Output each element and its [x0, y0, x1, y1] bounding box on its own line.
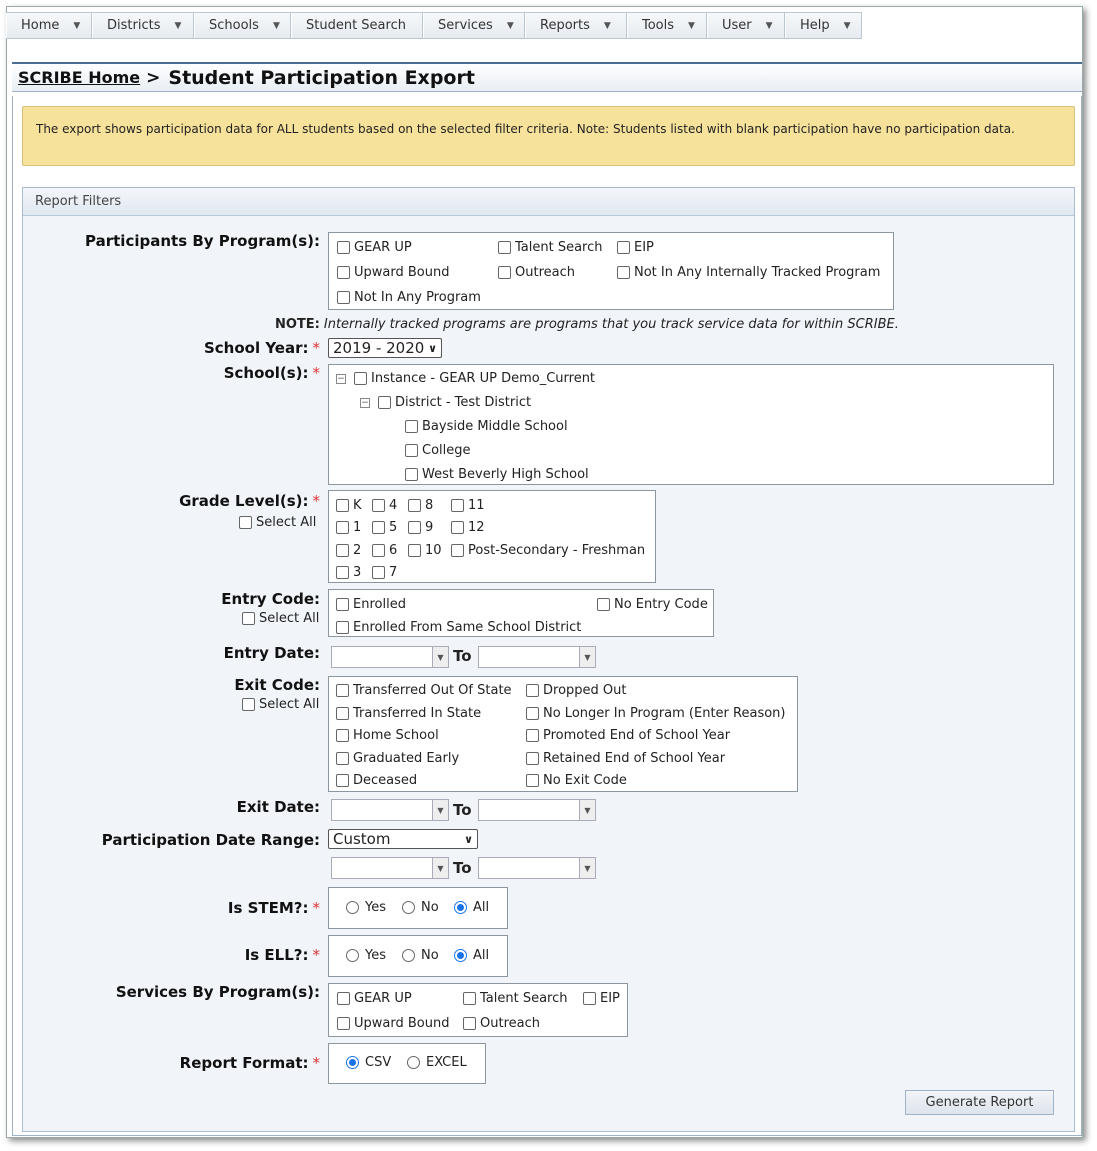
checkbox[interactable]	[405, 444, 418, 457]
breadcrumb-separator: >	[146, 67, 161, 88]
exit-home-school[interactable]: Home School	[336, 728, 439, 743]
checkbox[interactable]	[337, 241, 350, 254]
participants-talent-search[interactable]: Talent Search	[498, 240, 603, 255]
tracked-programs-note: NOTE: Internally tracked programs are programs that you track service data for within SCRIBE.	[275, 317, 899, 332]
exit-code-label: Exit Code:	[234, 676, 320, 694]
checkbox[interactable]	[526, 684, 539, 697]
grade-label: Grade Level(s): *	[179, 492, 320, 510]
page-title: Student Participation Export	[168, 66, 475, 89]
checkbox[interactable]	[239, 516, 252, 529]
tree-instance[interactable]: − Instance - GEAR UP Demo_Current	[337, 371, 596, 386]
stem-yes[interactable]: Yes	[346, 900, 386, 915]
checkbox[interactable]	[336, 544, 349, 557]
radio-selected[interactable]	[346, 1056, 359, 1069]
participants-not-internally-tracked[interactable]: Not In Any Internally Tracked Program	[617, 265, 880, 280]
nav-districts[interactable]: Districts ▼	[92, 13, 194, 38]
checkbox[interactable]	[337, 266, 350, 279]
nav-home[interactable]: Home ▼	[6, 13, 92, 38]
entry-date-to[interactable]	[478, 646, 596, 668]
radio-selected[interactable]	[454, 949, 467, 962]
grade-11[interactable]: 11	[451, 498, 485, 513]
chevron-down-icon: ▼	[73, 20, 81, 31]
tree-school-west-beverly[interactable]: West Beverly High School	[405, 467, 589, 482]
exit-retained[interactable]: Retained End of School Year	[526, 751, 725, 766]
breadcrumb-home-link[interactable]: SCRIBE Home	[18, 68, 141, 87]
radio-selected[interactable]	[454, 901, 467, 914]
checkbox[interactable]	[336, 752, 349, 765]
participation-range-select[interactable]: Custom ∨	[328, 829, 478, 849]
radio[interactable]	[407, 1056, 420, 1069]
chevron-down-icon: ▼	[174, 20, 182, 31]
entry-date-to-label: To	[453, 647, 472, 665]
checkbox[interactable]	[336, 729, 349, 742]
checkbox[interactable]	[408, 521, 421, 534]
participants-outreach[interactable]: Outreach	[498, 265, 575, 280]
checkbox[interactable]	[372, 544, 385, 557]
calendar-dropdown-icon[interactable]: ▼	[579, 858, 595, 878]
entry-date-from[interactable]	[331, 646, 449, 668]
grade-post-secondary[interactable]: Post-Secondary - Freshman	[451, 543, 645, 558]
radio[interactable]	[402, 901, 415, 914]
checkbox[interactable]	[336, 598, 349, 611]
checkbox[interactable]	[337, 291, 350, 304]
chevron-down-icon: ▼	[843, 20, 851, 31]
school-year-select[interactable]: 2019 - 2020 ∨	[328, 338, 442, 358]
chevron-down-icon: ▼	[688, 20, 695, 31]
checkbox[interactable]	[526, 752, 539, 765]
checkbox[interactable]	[583, 992, 596, 1005]
exit-transferred-in-state[interactable]: Transferred In State	[336, 706, 481, 721]
grade-6[interactable]: 6	[372, 543, 397, 558]
ell-all[interactable]: All	[454, 948, 489, 963]
tree-school-bayside[interactable]: Bayside Middle School	[405, 419, 568, 434]
grade-4[interactable]: 4	[372, 498, 397, 513]
format-excel[interactable]: EXCEL	[407, 1055, 467, 1070]
calendar-dropdown-icon[interactable]: ▼	[579, 800, 595, 820]
checkbox[interactable]	[451, 521, 464, 534]
grade-2[interactable]: 2	[336, 543, 361, 558]
checkbox[interactable]	[408, 544, 421, 557]
entry-no-entry-code[interactable]: No Entry Code	[597, 597, 708, 612]
exit-date-label: Exit Date:	[236, 798, 320, 816]
checkbox[interactable]	[336, 684, 349, 697]
exit-deceased[interactable]: Deceased	[336, 773, 417, 788]
checkbox[interactable]	[526, 774, 539, 787]
entry-code-select-all[interactable]: Select All	[242, 611, 319, 626]
checkbox[interactable]	[451, 544, 464, 557]
checkbox[interactable]	[526, 707, 539, 720]
nav-services[interactable]: Services ▼	[423, 13, 525, 38]
ell-no[interactable]: No	[402, 948, 439, 963]
services-eip[interactable]: EIP	[583, 991, 620, 1006]
participants-gear-up[interactable]: GEAR UP	[337, 240, 412, 255]
exit-promoted[interactable]: Promoted End of School Year	[526, 728, 730, 743]
radio[interactable]	[402, 949, 415, 962]
checkbox[interactable]	[336, 707, 349, 720]
breadcrumb	[12, 62, 1082, 92]
exit-dropped-out[interactable]: Dropped Out	[526, 683, 626, 698]
checkbox[interactable]	[372, 566, 385, 579]
checkbox[interactable]	[336, 521, 349, 534]
collapse-icon[interactable]: −	[337, 373, 345, 384]
grade-10[interactable]: 10	[408, 543, 442, 558]
generate-report-button[interactable]: Generate Report	[905, 1090, 1054, 1115]
nav-tools[interactable]: Tools ▼	[627, 13, 707, 38]
services-gear-up[interactable]: GEAR UP	[337, 991, 412, 1006]
radio[interactable]	[346, 949, 359, 962]
exit-date-to-label: To	[453, 801, 472, 819]
services-talent-search[interactable]: Talent Search	[463, 991, 568, 1006]
exit-transferred-out-of-state[interactable]: Transferred Out Of State	[336, 683, 512, 698]
checkbox[interactable]	[597, 598, 610, 611]
info-notice: The export shows participation data for ALL students based on the selected filter criteria. Note: Students listed with blank participation have no participation data.	[22, 106, 1075, 166]
participation-date-from[interactable]	[331, 857, 449, 879]
participants-eip[interactable]: EIP	[617, 240, 654, 255]
ell-label: Is ELL?: *	[244, 946, 320, 964]
services-label: Services By Program(s):	[115, 983, 320, 1001]
stem-label: Is STEM?: *	[227, 899, 320, 917]
exit-no-exit-code[interactable]: No Exit Code	[526, 773, 627, 788]
nav-help[interactable]: Help ▼	[785, 13, 862, 38]
grade-1[interactable]: 1	[336, 520, 361, 535]
nav-student-search[interactable]: Student Search	[291, 13, 423, 38]
participation-range-label: Participation Date Range:	[101, 831, 320, 849]
nav-user[interactable]: User ▼	[707, 13, 785, 38]
exit-code-select-all[interactable]: Select All	[242, 697, 319, 712]
entry-enrolled[interactable]: Enrolled	[336, 597, 406, 612]
checkbox[interactable]	[526, 729, 539, 742]
checkbox[interactable]	[405, 468, 418, 481]
checkbox[interactable]	[463, 1017, 476, 1030]
entry-code-label: Entry Code:	[221, 590, 320, 608]
checkbox[interactable]	[336, 774, 349, 787]
ell-yes[interactable]: Yes	[346, 948, 386, 963]
stem-all[interactable]: All	[454, 900, 489, 915]
participation-date-to[interactable]	[478, 857, 596, 879]
checkbox[interactable]	[337, 992, 350, 1005]
checkbox[interactable]	[451, 499, 464, 512]
checkbox[interactable]	[617, 266, 630, 279]
services-upward-bound[interactable]: Upward Bound	[337, 1016, 449, 1031]
grade-12[interactable]: 12	[451, 520, 485, 535]
chevron-down-icon: ▼	[765, 20, 773, 31]
checkbox[interactable]	[354, 372, 367, 385]
chevron-down-icon: ∨	[428, 341, 437, 355]
checkbox[interactable]	[372, 499, 385, 512]
participants-label: Participants By Program(s):	[85, 232, 320, 250]
checkbox[interactable]	[498, 266, 511, 279]
panel-title: Report Filters	[23, 188, 1074, 216]
participants-upward-bound[interactable]: Upward Bound	[337, 265, 449, 280]
grade-7[interactable]: 7	[372, 565, 397, 580]
format-label: Report Format: *	[179, 1054, 320, 1072]
nav-schools[interactable]: Schools ▼	[194, 13, 291, 38]
chevron-down-icon: ∨	[464, 832, 473, 846]
stem-no[interactable]: No	[402, 900, 439, 915]
checkbox[interactable]	[463, 992, 476, 1005]
entry-same-district[interactable]: Enrolled From Same School District	[336, 620, 581, 635]
checkbox[interactable]	[242, 698, 255, 711]
checkbox[interactable]	[617, 241, 630, 254]
entry-date-label: Entry Date:	[223, 644, 320, 662]
schools-label: School(s): *	[223, 364, 320, 382]
grade-3[interactable]: 3	[336, 565, 361, 580]
checkbox[interactable]	[242, 612, 255, 625]
exit-graduated-early[interactable]: Graduated Early	[336, 751, 459, 766]
grade-5[interactable]: 5	[372, 520, 397, 535]
checkbox[interactable]	[336, 566, 349, 579]
checkbox[interactable]	[498, 241, 511, 254]
main-nav	[6, 12, 862, 39]
grade-8[interactable]: 8	[408, 498, 433, 513]
calendar-dropdown-icon[interactable]: ▼	[432, 858, 448, 878]
calendar-dropdown-icon[interactable]: ▼	[432, 647, 448, 667]
checkbox[interactable]	[336, 621, 349, 634]
grade-k[interactable]: K	[336, 498, 362, 513]
checkbox[interactable]	[336, 499, 349, 512]
checkbox[interactable]	[405, 420, 418, 433]
grade-9[interactable]: 9	[408, 520, 433, 535]
services-outreach[interactable]: Outreach	[463, 1016, 540, 1031]
checkbox[interactable]	[408, 499, 421, 512]
checkbox[interactable]	[372, 521, 385, 534]
participants-not-in-any-program[interactable]: Not In Any Program	[337, 290, 481, 305]
nav-reports[interactable]: Reports ▼	[525, 13, 627, 38]
calendar-dropdown-icon[interactable]: ▼	[579, 647, 595, 667]
chevron-down-icon: ▼	[272, 20, 280, 31]
checkbox[interactable]	[337, 1017, 350, 1030]
exit-date-from[interactable]	[331, 799, 449, 821]
school-year-label: School Year: *	[203, 339, 320, 357]
format-csv[interactable]: CSV	[346, 1055, 391, 1070]
exit-no-longer-in-program[interactable]: No Longer In Program (Enter Reason)	[526, 706, 785, 721]
exit-date-to[interactable]	[478, 799, 596, 821]
collapse-icon[interactable]: −	[361, 397, 369, 408]
tree-district[interactable]: − District - Test District	[361, 395, 532, 410]
chevron-down-icon: ▼	[506, 20, 514, 31]
radio[interactable]	[346, 901, 359, 914]
calendar-dropdown-icon[interactable]: ▼	[432, 800, 448, 820]
tree-school-college[interactable]: College	[405, 443, 471, 458]
chevron-down-icon: ▼	[603, 20, 611, 31]
checkbox[interactable]	[378, 396, 391, 409]
grade-select-all[interactable]: Select All	[239, 515, 316, 530]
participation-date-to-label: To	[453, 859, 472, 877]
